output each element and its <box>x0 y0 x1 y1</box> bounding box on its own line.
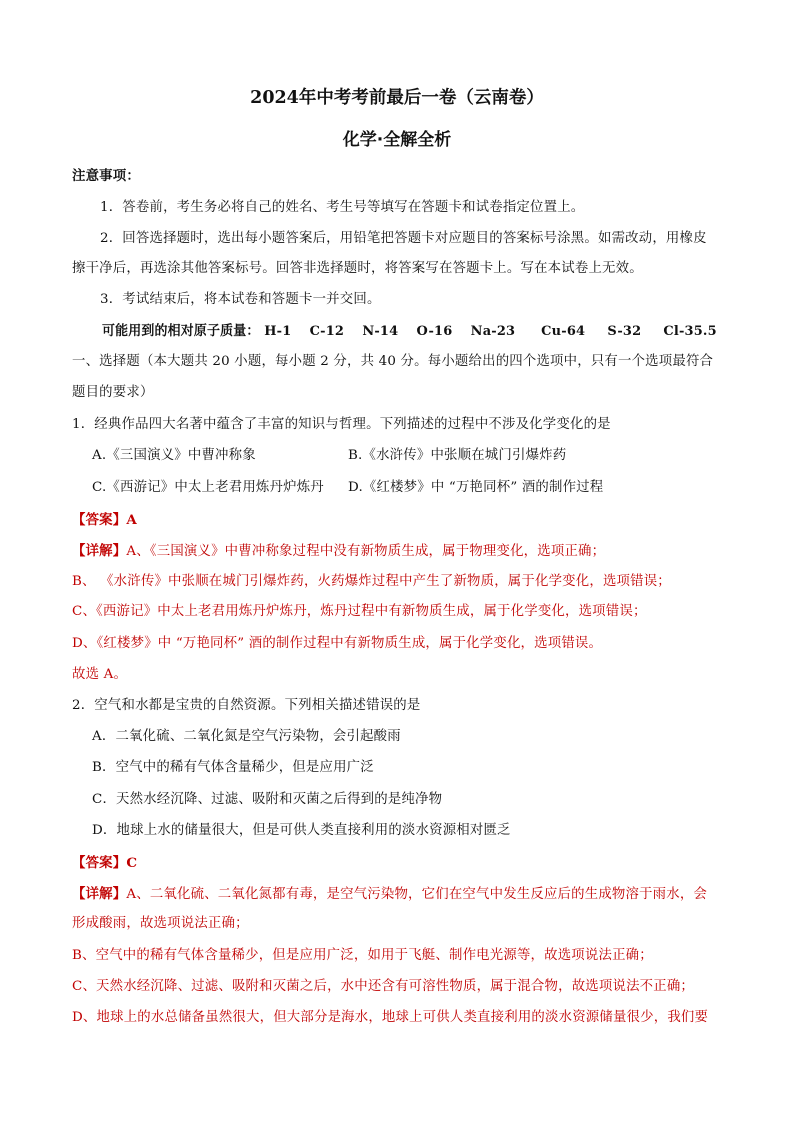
atomic-mass-item: Cl-35.5 <box>663 323 717 339</box>
atomic-mass-line <box>102 321 730 341</box>
atomic-mass-label: 可能用到的相对原子质量： <box>102 323 260 339</box>
atomic-mass-item: N-14 <box>362 323 399 339</box>
q2-explain-b: B、空气中的稀有气体含量稀少，但是应用广泛，如用于飞艇、制作电光源等，故选项说法正确； <box>72 948 653 963</box>
q1-explain-c: C、《西游记》中太上老君用炼丹炉炼丹，炼丹过程中有新物质生成，属于化学变化，选项错误； <box>72 604 647 619</box>
q1-option-d: D.《红楼梦》中 “万艳同杯” 酒的制作过程 <box>348 480 604 495</box>
section-heading: 一、选择题（本大题共 20 小题，每小题 2 分，共 40 分。每小题给出的四个选项中，只有一个选项最符合 <box>72 354 714 369</box>
q1-stem: 1．经典作品四大名著中蕴含了丰富的知识与哲理。下列描述的过程中不涉及化学变化的是 <box>72 417 611 432</box>
atomic-mass-item: Cu-64 <box>541 323 586 339</box>
notice-item-2: 2．回答选择题时，选出每小题答案后，用铅笔把答题卡对应题目的答案标号涂黑。如需改动，用橡皮 <box>100 231 707 246</box>
atomic-mass-item: O-16 <box>416 323 453 339</box>
section-heading-cont: 题目的要求） <box>72 385 154 400</box>
q1-explain-a <box>72 541 605 562</box>
q2-explain-a-cont: 形成酸雨，故选项说法正确； <box>72 916 249 931</box>
q2-option-b: B．空气中的稀有气体含量稀少，但是应用广泛 <box>92 760 374 775</box>
atomic-mass-item: Na-23 <box>470 323 516 339</box>
notice-item-2-cont: 擦干净后，再选涂其他答案标号。回答非选择题时，将答案写在答题卡上。写在本试卷上无效。 <box>72 261 643 276</box>
q2-explain-c: C、天然水经沉降、过滤、吸附和灭菌之后，水中还含有可溶性物质，属于混合物，故选项说法不正确； <box>72 979 695 994</box>
q1-answer: 【答案】A <box>72 512 137 528</box>
explain-text: A、《三国演义》中曹冲称象过程中没有新物质生成，属于物理变化，选项正确； <box>126 544 606 559</box>
notice-heading: 注意事项： <box>72 168 140 184</box>
page-title: 2024年中考考前最后一卷（云南卷） <box>250 88 544 108</box>
q1-option-b: B.《水浒传》中张顺在城门引爆炸药 <box>348 448 567 463</box>
q1-conclusion: 故选 A。 <box>72 667 128 682</box>
q2-option-d: D．地球上水的储量很大，但是可供人类直接利用的淡水资源相对匮乏 <box>92 823 511 838</box>
q1-explain-d: D、《红楼梦》中 “万艳同杯” 酒的制作过程中有新物质生成，属于化学变化，选项错误。 <box>72 636 603 651</box>
q2-stem: 2．空气和水都是宝贵的自然资源。下列相关描述错误的是 <box>72 698 421 713</box>
explain-text: A、二氧化硫、二氧化氮都有毒，是空气污染物，它们在空气中发生反应后的生成物溶于雨水，会 <box>126 887 708 902</box>
q2-option-a: A．二氧化硫、二氧化氮是空气污染物，会引起酸雨 <box>92 729 401 744</box>
q2-option-c: C．天然水经沉降、过滤、吸附和灭菌之后得到的是纯净物 <box>92 792 443 807</box>
notice-item-3: 3．考试结束后，将本试卷和答题卡一并交回。 <box>100 292 381 307</box>
q2-answer: 【答案】C <box>72 855 138 871</box>
atomic-mass-item: S-32 <box>607 323 642 339</box>
atomic-mass-item: C-12 <box>309 323 345 339</box>
q1-option-c: C.《西游记》中太上老君用炼丹炉炼丹 <box>92 480 324 495</box>
explain-label: 【详解】 <box>72 543 127 559</box>
explain-label: 【详解】 <box>72 886 127 902</box>
q2-explain-a <box>72 884 707 905</box>
notice-item-1: 1．答卷前，考生务必将自己的姓名、考生号等填写在答题卡和试卷指定位置上。 <box>100 200 585 215</box>
q1-option-a: A.《三国演义》中曹冲称象 <box>92 448 256 463</box>
page-subtitle: 化学·全解全析 <box>342 130 452 150</box>
q2-explain-d: D、地球上的水总储备虽然很大，但大部分是海水，地球上可供人类直接利用的淡水资源储量很少，我们要 <box>72 1010 709 1025</box>
q1-explain-b: B、 《水浒传》中张顺在城门引爆炸药，火药爆炸过程中产生了新物质，属于化学变化，选项错误； <box>72 574 671 589</box>
atomic-mass-item: H-1 <box>264 323 292 339</box>
